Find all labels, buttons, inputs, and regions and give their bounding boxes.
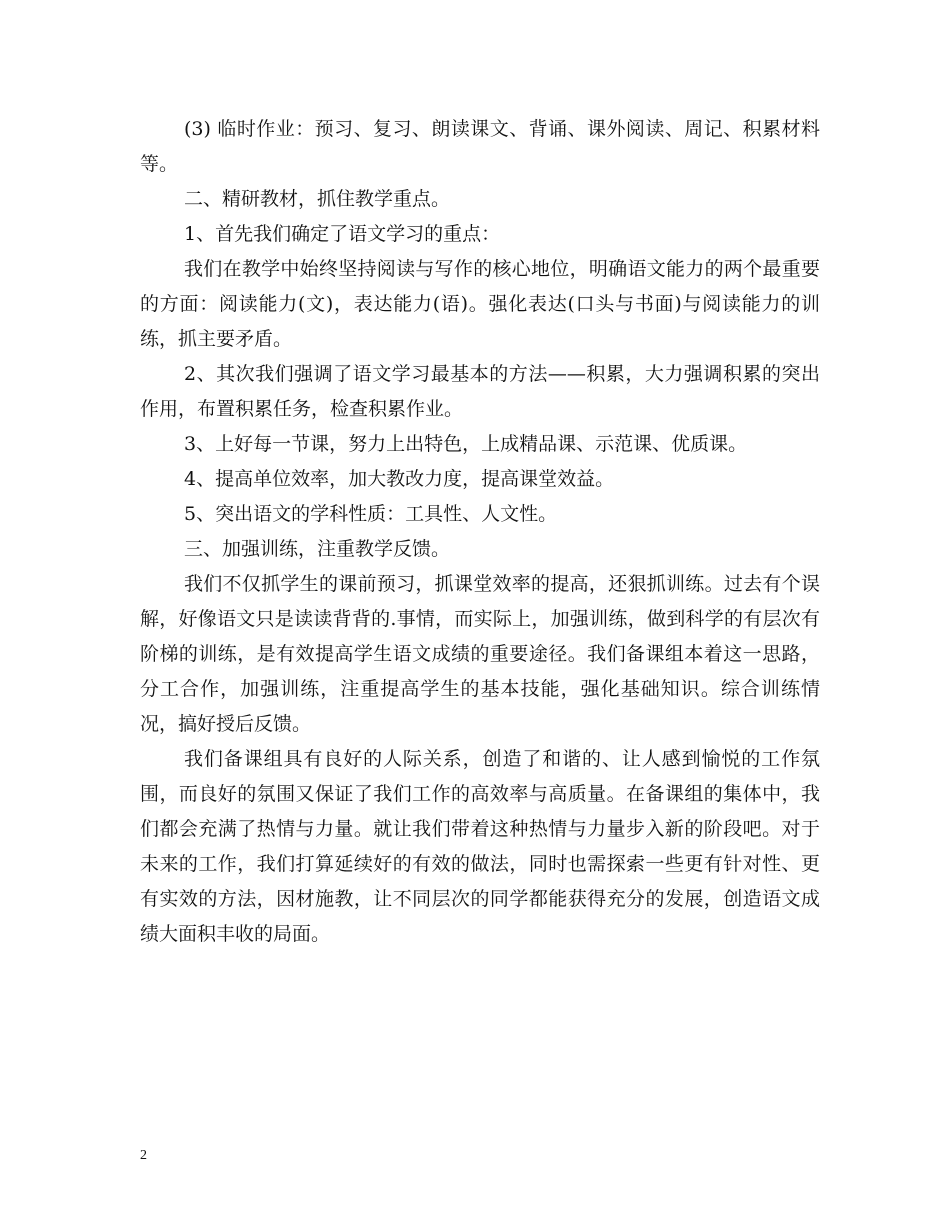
paragraph-point-4: 4、提高单位效率，加大教改力度，提高课堂效益。	[184, 468, 615, 490]
paragraph-temporary-homework: (3) 临时作业：预习、复习、朗读课文、背诵、课外阅读、周记、积累材料等。	[140, 118, 820, 175]
paragraph-point-2: 2、其次我们强调了语文学习最基本的方法——积累，大力强调积累的突出作用，布置积累任务，检查积累作业。	[140, 363, 820, 420]
paragraph-training: 我们不仅抓学生的课前预习，抓课堂效率的提高，还狠抓训练。过去有个误解，好像语文只是读读背背的.事情，而实际上，加强训练，做到科学的有层次有阶梯的训练，是有效提高学生语文成绩的重要途径。我们备课组本着这一思路，分工合作，加强训练，注重提高学生的基本技能，强化基础知识。综合训练情况，搞好授后反馈。	[140, 573, 820, 735]
document-body	[140, 112, 820, 952]
heading-strengthen-training: 三、加强训练，注重教学反馈。	[184, 538, 451, 560]
paragraph-reading-writing: 我们在教学中始终坚持阅读与写作的核心地位，明确语文能力的两个最重要的方面：阅读能力(文)，表达能力(语)。强化表达(口头与书面)与阅读能力的训练，抓主要矛盾。	[140, 258, 820, 350]
paragraph-point-3: 3、上好每一节课，努力上出特色，上成精品课、示范课、优质课。	[184, 433, 748, 455]
page-number: 2	[140, 1148, 147, 1163]
paragraph-team-summary: 我们备课组具有良好的人际关系，创造了和谐的、让人感到愉悦的工作氛围，而良好的氛围又保证了我们工作的高效率与高质量。在备课组的集体中，我们都会充满了热情与力量。就让我们带着这种热情与力量步入新的阶段吧。对于未来的工作，我们打算延续好的有效的做法，同时也需探索一些更有针对性、更有实效的方法，因材施教，让不同层次的同学都能获得充分的发展，创造语文成绩大面积丰收的局面。	[140, 748, 820, 945]
paragraph-point-5: 5、突出语文的学科性质：工具性、人文性。	[184, 503, 558, 525]
heading-study-textbook: 二、精研教材，抓住教学重点。	[184, 188, 451, 210]
paragraph-point-1: 1、首先我们确定了语文学习的重点：	[184, 223, 501, 245]
